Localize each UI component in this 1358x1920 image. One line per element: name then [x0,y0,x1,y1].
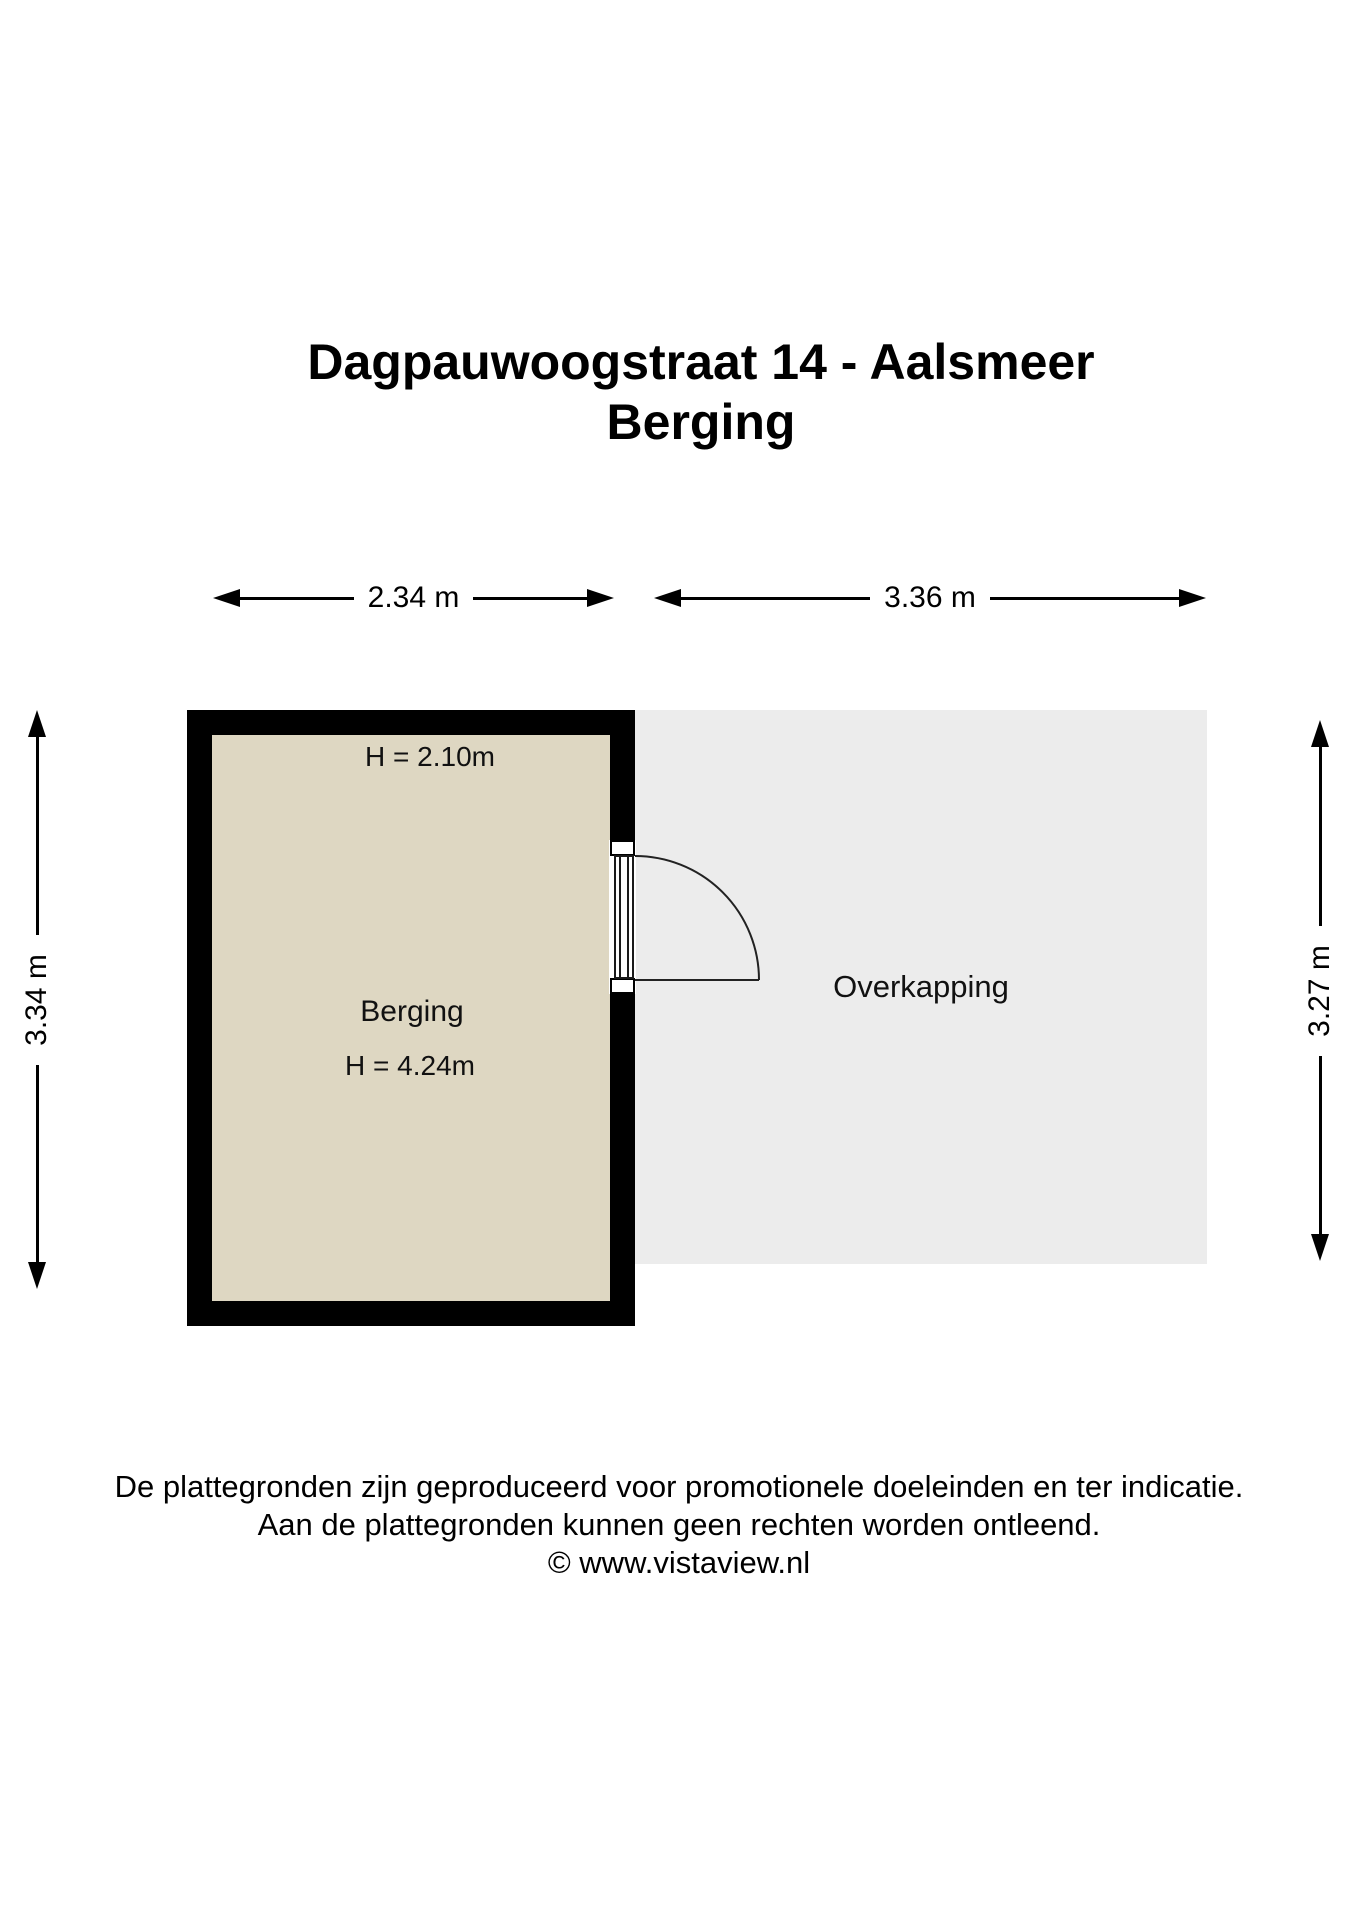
title-floor: Berging [606,394,796,450]
dimension-line [681,597,870,600]
ceiling-height-note-bottom: H = 4.24m [345,1050,475,1081]
door-jamb-top [610,840,635,856]
dimension-overkapping-width [654,581,1206,615]
room-label-berging: Berging [360,995,464,1028]
door-jamb-bottom [610,978,635,994]
arrowhead-right-icon [1179,589,1206,607]
arrowhead-left-icon [213,589,240,607]
dimension-line [1319,1056,1322,1235]
room-overkapping [635,710,1207,1264]
dimension-line [990,597,1179,600]
dimension-line [473,597,587,600]
dimension-berging-height [17,710,57,1289]
title-address: Dagpauwoogstraat 14 - Aalsmeer [307,334,1095,390]
dimension-line [36,737,39,935]
dimension-line [36,1065,39,1263]
copyright-line: © www.vistaview.nl [547,1545,811,1580]
dimension-label: 3.34 m [20,953,53,1046]
arrowhead-up-icon [1311,720,1329,747]
arrowhead-up-icon [28,710,46,737]
title-block [44,332,1358,452]
footer-disclaimer [0,1468,1358,1582]
dimension-berging-width [213,581,614,615]
dimension-line [1319,747,1322,926]
arrowhead-down-icon [28,1262,46,1289]
dimension-label: 2.34 m [367,581,460,614]
dimension-label: 3.27 m [1303,944,1336,1037]
arrowhead-right-icon [587,589,614,607]
disclaimer-line-2: Aan de plattegronden kunnen geen rechten worden ontleend. [257,1507,1101,1542]
room-label-overkapping: Overkapping [833,969,1009,1004]
dimension-line [240,597,354,600]
arrowhead-left-icon [654,589,681,607]
disclaimer-line-1: De plattegronden zijn geproduceerd voor promotionele doeleinden en ter indicatie. [114,1469,1244,1504]
ceiling-height-note-top: H = 2.10m [365,741,495,772]
dimension-label: 3.36 m [884,581,976,614]
arrowhead-down-icon [1311,1234,1329,1261]
door-leaf-closed [614,855,634,979]
dimension-overkapping-height [1300,720,1340,1261]
